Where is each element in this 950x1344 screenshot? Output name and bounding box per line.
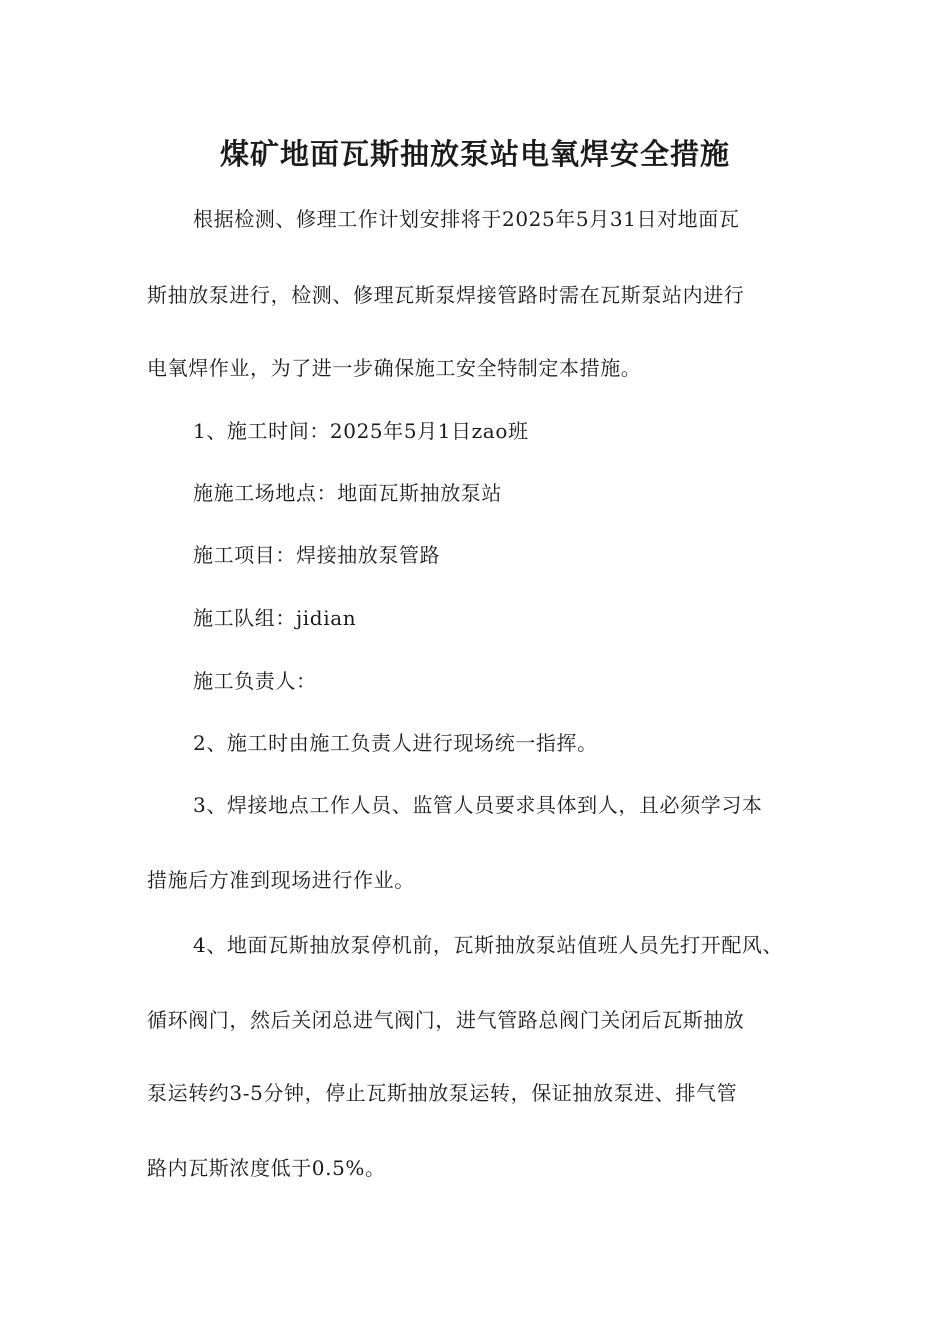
paragraph-line: 泵运转约3-5分钟，停止瓦斯抽放泵运转，保证抽放泵进、排气管	[147, 1081, 738, 1105]
paragraph-line: 措施后方准到现场进行作业。	[147, 868, 415, 892]
paragraph-line: 斯抽放泵进行，检测、修理瓦斯泵焊接管路时需在瓦斯泵站内进行	[147, 283, 745, 307]
paragraph-line: 施施工场地点：地面瓦斯抽放泵站	[193, 481, 502, 505]
paragraph-line: 路内瓦斯浓度低于0.5%。	[147, 1156, 386, 1180]
document-title: 煤矿地面瓦斯抽放泵站电氧焊安全措施	[219, 137, 730, 171]
paragraph-line: 3、焊接地点工作人员、监管人员要求具体到人，且必须学习本	[193, 793, 763, 817]
paragraph-line: 根据检测、修理工作计划安排将于2025年5月31日对地面瓦	[193, 207, 740, 231]
paragraph-line: 2、施工时由施工负责人进行现场统一指挥。	[193, 731, 598, 755]
paragraph-line: 施工项目：焊接抽放泵管路	[193, 543, 441, 567]
paragraph-line: 施工队组：jidian	[193, 606, 357, 630]
paragraph-line: 4、地面瓦斯抽放泵停机前，瓦斯抽放泵站值班人员先打开配风、	[193, 933, 784, 957]
paragraph-line: 1、施工时间：2025年5月1日zao班	[193, 419, 529, 443]
paragraph-line: 施工负责人：	[193, 669, 317, 693]
paragraph-line: 循环阀门，然后关闭总进气阀门，进气管路总阀门关闭后瓦斯抽放	[147, 1008, 745, 1032]
paragraph-line: 电氧焊作业，为了进一步确保施工安全特制定本措施。	[147, 356, 642, 380]
